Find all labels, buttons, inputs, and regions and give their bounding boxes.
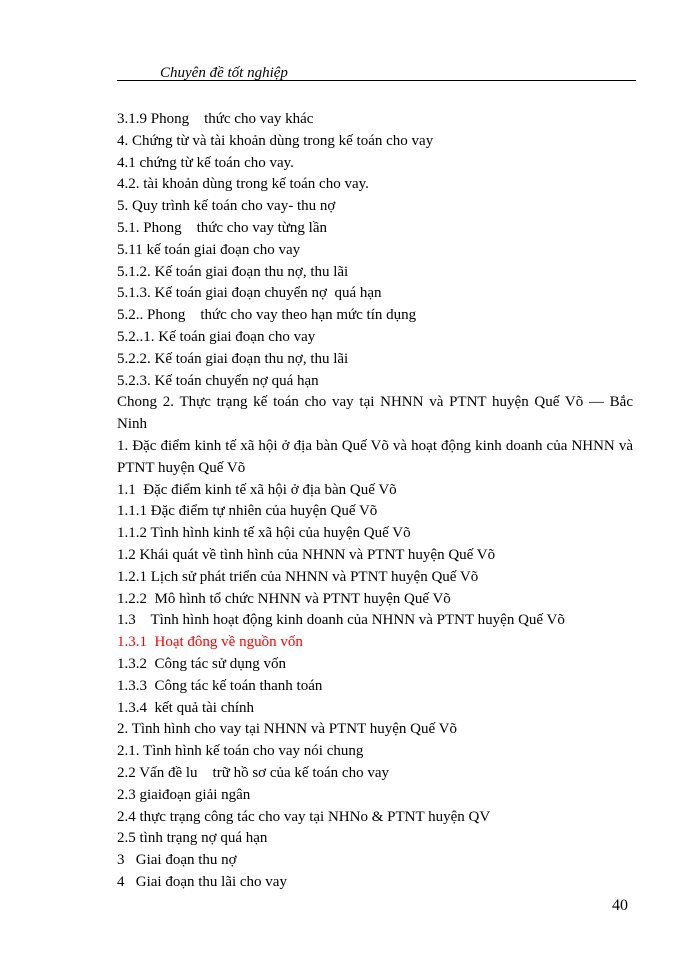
toc-line: 1.1.1 Đặc điểm tự nhiên của huyện Quế Võ [117,503,378,520]
toc-line: 5.2.3. Kế toán chuyển nợ quá hạn [117,372,319,389]
toc-line: 5. Quy trình kế toán cho vay- thu nợ [117,198,336,215]
toc-line: 4. Chứng từ và tài khoản dùng trong kế toán cho vay [117,132,434,149]
toc-line: 2. Tình hình cho vay tại NHNN và PTNT huyện Quế Võ [117,721,457,738]
toc-line: 1.3.2 Công tác sử dụng vốn [117,655,286,672]
toc-line: 1.3.4 kết quả tài chính [117,699,255,716]
toc-line: 5.1.2. Kế toán giai đoạn thu nợ, thu lãi [117,263,349,280]
header-rule [117,80,636,81]
toc-line: 5.1. Phong thức cho vay từng lần [117,219,327,236]
toc-line: 3 Giai đoạn thu nợ [117,852,237,869]
toc-line: 5.1.3. Kế toán giai đoạn chuyển nợ quá hạn [117,285,382,302]
toc-line: 1.3 Tình hình hoạt động kinh doanh của NHNN và PTNT huyện Quế Võ [117,612,565,629]
toc-line: 2.4 thực trạng công tác cho vay tại NHNo & PTNT huyện QV [117,808,491,825]
toc-line: 4 Giai đoạn thu lãi cho vay [117,873,287,890]
toc-line: 5.2..1. Kế toán giai đoạn cho vay [117,328,316,345]
page-number: 40 [612,897,628,914]
toc-line: 1.2.2 Mô hình tổ chức NHNN và PTNT huyện Quế Võ [117,590,451,607]
toc-line: 4.1 chứng từ kế toán cho vay. [117,154,294,171]
toc-line: 1.2.1 Lịch sử phát triển của NHNN và PTNT huyện Quế Võ [117,568,479,585]
toc-line: 3.1.9 Phong thức cho vay khác [117,111,314,127]
toc-line: 1.1.2 Tình hình kinh tế xã hội của huyện Quế Võ [117,525,411,542]
toc-line: 1. Đặc điểm kinh tế xã hội ở địa bàn Quế Võ và hoạt động kinh doanh của NHNN và PTNT huyện Quế Võ [117,437,633,476]
toc-line: 2.5 tình trạng nợ quá hạn [117,830,268,847]
running-header: Chuyên đề tốt nghiệp [160,65,288,81]
toc-line: 1.3.3 Công tác kế toán thanh toán [117,677,323,694]
toc-line: 1.2 Khái quát về tình hình của NHNN và PTNT huyện Quế Võ [117,546,496,563]
toc-line: 2.3 giaiđoạn giải ngân [117,786,251,803]
toc-line: 4.2. tài khoản dùng trong kế toán cho vay. [117,176,369,193]
toc-line: 2.1. Tình hình kế toán cho vay nói chung [117,743,364,760]
toc-line: 2.2 Vấn đề lu trữ hồ sơ của kế toán cho vay [117,764,389,781]
toc-line-highlighted: 1.3.1 Hoạt đông về nguồn vốn [117,634,303,651]
toc-line: 5.2.2. Kế toán giai đoạn thu nợ, thu lãi [117,350,349,367]
toc-line: Chong 2. Thực trạng kế toán cho vay tại NHNN và PTNT huyện Quế Võ — Bắc Ninh [117,394,633,433]
toc-line: 5.11 kế toán giai đoạn cho vay [117,241,301,258]
table-of-contents [117,109,633,894]
toc-line: 1.1 Đặc điểm kinh tế xã hội ở địa bàn Quế Võ [117,481,397,498]
toc-line: 5.2.. Phong thức cho vay theo hạn mức tín dụng [117,307,417,324]
